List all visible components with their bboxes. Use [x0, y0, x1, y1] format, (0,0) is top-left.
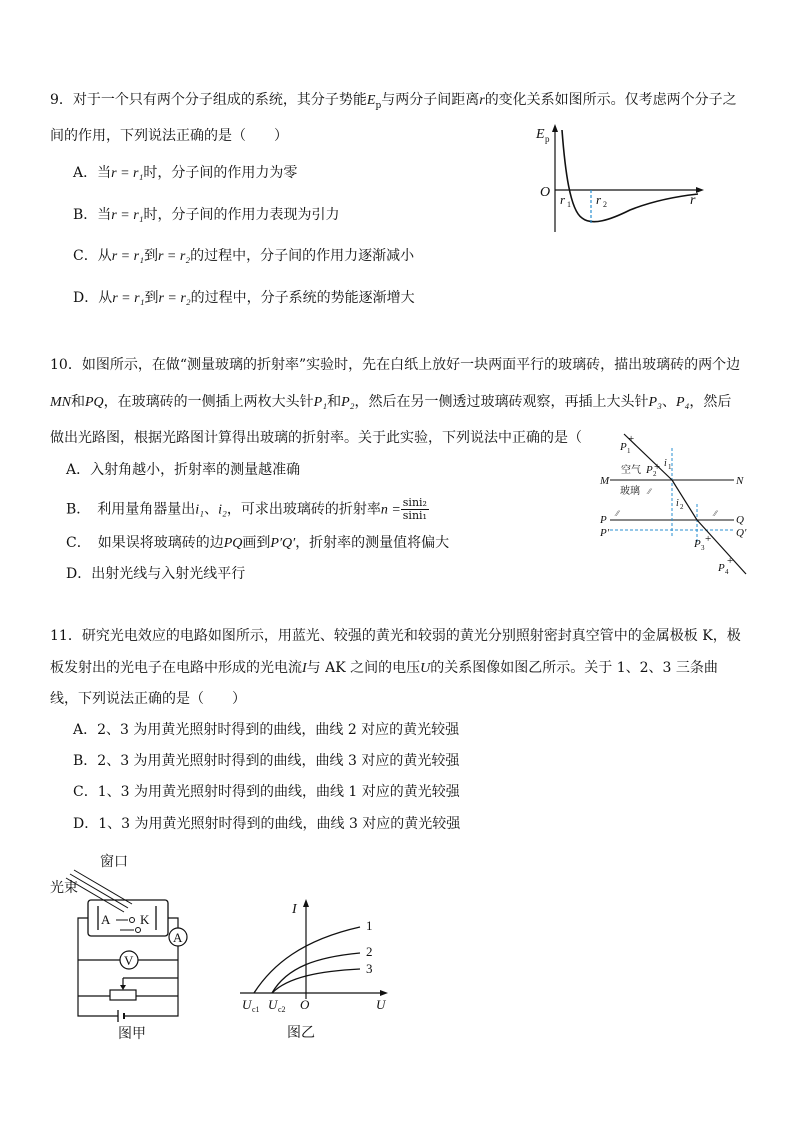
q11-u-symbol: U — [420, 661, 431, 676]
q10-opt-b-sep: 、 — [204, 501, 219, 518]
q9-opt-a-pre: A．当 — [73, 165, 112, 181]
q9-opt-c-cond2: r = r₂ — [157, 249, 191, 264]
q10-stem-line2 — [50, 393, 731, 412]
q11-u-arrow — [380, 990, 388, 996]
q10-fig-p2-sub: 2 — [653, 470, 657, 478]
q9-stem-line2: 间的作用，下列说法正确的是（ ） — [50, 128, 288, 144]
q10-fig-n: N — [736, 475, 744, 487]
q9-opt-d-post: 的过程中，分子系统的势能逐渐增大 — [190, 290, 415, 306]
q11-rheostat — [110, 990, 136, 1000]
q9-fig-r1: r — [560, 192, 566, 207]
q10-stem-line1: 10．如图所示，在做“测量玻璃的折射率”实验时，先在白纸上放好一块两面平行的玻璃砖，描出玻璃砖的两个边 — [50, 357, 741, 373]
q10-fig-p1-sub: 1 — [627, 447, 631, 455]
q10-stem-line3: 做出光路图，根据光路图计算得出玻璃的折射率。关于此实验，下列说法中正确的是（ — [50, 430, 582, 446]
q10-fig-m: M — [600, 475, 610, 487]
q11-fig-b-caption: 图乙 — [287, 1026, 315, 1041]
q10-text-h: ，然后 — [689, 394, 732, 410]
q10-fig-q-prime: Q′ — [736, 527, 747, 539]
q11-curve-1 — [254, 927, 360, 993]
q10-fig-glass: 玻璃 — [620, 486, 640, 497]
q11-i-symbol: I — [302, 661, 307, 676]
q10-fig-i1-sub: 1 — [668, 463, 672, 471]
q10-hatch-1: ⁄⁄ — [648, 487, 651, 496]
q9-opt-c-pre: C．从 — [73, 248, 112, 264]
q9-fig-origin: O — [540, 185, 551, 200]
q11-uc1-label: U — [242, 997, 252, 1012]
q11-u-label: U — [376, 997, 386, 1012]
q11-wire-left — [78, 918, 88, 996]
q10-text-f: ，然后在另一侧透过玻璃砖观察，再插上大头针 — [354, 394, 649, 410]
q10-opt-c-pq2: P′Q′ — [270, 536, 296, 551]
q11-curve-3 — [272, 969, 360, 993]
q11-beam-line2 — [74, 870, 132, 904]
q10-opt-c-b: 画到 — [242, 535, 271, 551]
q11-beam-line1 — [70, 874, 128, 908]
q10-frac-num: sini₂ — [402, 496, 427, 509]
q10-text-and1: 和 — [71, 394, 85, 410]
q10-fig-i2-sub: 2 — [680, 503, 684, 511]
q11-stem-line2 — [50, 659, 718, 678]
q10-fig-p: P — [600, 514, 607, 526]
q11-electron1 — [130, 918, 135, 923]
q11-wire-right-top — [168, 918, 178, 928]
q9-opt-a-post: 时，分子间的作用力为零 — [143, 165, 298, 181]
q11-fig-window-label: 窗口 — [100, 855, 128, 870]
q9-text-c: 的变化关系如图所示。仅考虑两个分子之 — [484, 92, 737, 108]
q10-hatch-3: ⁄⁄ — [714, 509, 717, 518]
q10-opt-b-i2: i₂ — [218, 502, 227, 518]
q9-stem-line1 — [50, 91, 737, 115]
q11-circuit-diagram — [40, 848, 200, 1043]
q10-fig-p3-sub: 3 — [701, 544, 705, 552]
q10-text-d: ，在玻璃砖的一侧插上两枚大头针 — [103, 394, 314, 410]
q11-curve1-label: 1 — [366, 918, 373, 933]
q11-text-c: 的关系图像如图乙所示。关于 1、2、3 三条曲 — [430, 660, 718, 676]
q11-option-c: C．1、3 为用黄光照射时得到的曲线，曲线 1 对应的黄光较强 — [73, 784, 460, 800]
q9-opt-c-cond: r = r₁ — [111, 249, 144, 264]
q11-curve2-label: 2 — [366, 944, 373, 959]
q10-fig-p2: P — [646, 464, 653, 476]
q9-text-a: 9．对于一个只有两个分子组成的系统，其分子势能 — [50, 92, 367, 108]
q11-option-a: A．2、3 为用黄光照射时得到的曲线，曲线 2 对应的黄光较强 — [73, 722, 460, 738]
q11-slider-arrow — [120, 985, 126, 990]
q10-pin4-mark: + — [727, 555, 734, 567]
q11-origin-label: O — [300, 997, 310, 1012]
q10-opt-c-pq: PQ — [223, 536, 243, 551]
q9-fig-r2-sub: 2 — [603, 200, 607, 209]
q10-fig-air: 空气 — [621, 465, 641, 476]
q10-text-and2: 和 — [327, 394, 342, 410]
q11-voltmeter-label: V — [124, 953, 134, 968]
q9-r-symbol: r — [479, 93, 485, 108]
q11-i-arrow — [303, 899, 309, 907]
q10-option-d: D．出射光线与入射光线平行 — [66, 566, 246, 582]
q11-fig-a-caption: 图甲 — [118, 1027, 146, 1042]
q11-uc2-sub: c2 — [278, 1005, 286, 1014]
q10-fig-i2: i — [676, 498, 679, 509]
q11-uc1-sub: c1 — [252, 1005, 260, 1014]
q10-fig-p1: P — [620, 441, 627, 453]
q9-y-arrow — [552, 124, 558, 132]
q11-option-d: D．1、3 为用黄光照射时得到的曲线，曲线 3 对应的黄光较强 — [73, 816, 461, 832]
q10-pin3-mark: + — [705, 533, 712, 545]
q9-fig-r2: r — [596, 192, 602, 207]
q9-opt-d-pre: D．从 — [73, 290, 113, 306]
q10-opt-c-a: C． 如果误将玻璃砖的边 — [66, 535, 224, 551]
q10-option-a: A．入射角越小，折射率的测量越准确 — [66, 462, 301, 478]
q9-opt-c-mid: 到 — [143, 248, 158, 264]
q11-text-a: 板发射出的光电子在电路中形成的光电流 — [50, 660, 302, 676]
q9-fig-r1-sub: 1 — [567, 200, 571, 209]
q9-opt-a-cond: r = r₁ — [111, 166, 144, 181]
q10-opt-b-n: n = — [380, 502, 401, 518]
q11-fig-cathode-label: K — [140, 912, 150, 927]
q10-frac-den: sini₁ — [402, 509, 427, 522]
q9-opt-c-post: 的过程中，分子间的作用力逐渐减小 — [190, 248, 415, 264]
q9-fig-ylabel-sub: p — [545, 134, 550, 144]
q9-ep-sub: p — [375, 100, 382, 111]
q11-fig-anode-label: A — [101, 912, 111, 927]
q10-pq: PQ — [85, 395, 104, 410]
q10-fig-p-prime: P′ — [600, 527, 610, 539]
q10-p4: P₄ — [675, 395, 690, 410]
q10-pin2-mark: + — [654, 461, 661, 473]
q11-ammeter-label: A — [173, 930, 183, 945]
q10-refraction-diagram — [596, 426, 756, 582]
q9-option-a — [73, 164, 297, 183]
q10-hatch-2: ⁄⁄ — [616, 509, 619, 518]
q10-text-sep: 、 — [661, 394, 676, 410]
q10-opt-b-i1: i₁ — [195, 502, 205, 518]
q10-pin1-mark: + — [628, 433, 635, 445]
q10-option-b — [66, 497, 429, 522]
q11-option-b: B．2、3 为用黄光照射时得到的曲线，曲线 3 对应的黄光较强 — [73, 753, 460, 769]
q9-fig-xlabel: r — [690, 193, 696, 208]
q11-stem-line1: 11．研究光电效应的电路如图所示，用蓝光、较强的黄光和较弱的黄光分别照射密封真空管中的金属极板 K，极 — [50, 628, 741, 644]
q9-x-arrow — [696, 187, 704, 193]
q10-p3: P₃ — [648, 395, 662, 410]
q9-opt-d-mid: 到 — [144, 290, 159, 306]
q9-opt-b-cond: r = r₁ — [111, 208, 144, 223]
q9-opt-d-cond2: r = r₂ — [158, 291, 191, 306]
q9-ep-curve — [562, 130, 698, 222]
q11-electron2 — [136, 928, 141, 933]
q10-fig-q: Q — [736, 514, 744, 526]
q11-stem-line3: 线，下列说法正确的是（ ） — [50, 691, 246, 707]
q9-option-d — [73, 289, 415, 308]
q11-fig-i-label: I — [292, 902, 297, 917]
q10-opt-b-b: ，可求出玻璃砖的折射率 — [226, 501, 381, 518]
q9-option-c — [73, 247, 414, 266]
q11-curve3-label: 3 — [366, 961, 373, 976]
q9-opt-b-pre: B．当 — [73, 207, 112, 223]
q9-opt-b-post: 时，分子间的作用力表现为引力 — [143, 207, 340, 223]
q11-iu-graph — [232, 895, 402, 1043]
q9-ep-symbol: E — [366, 93, 376, 108]
q11-text-b: 与 AK 之间的电压 — [306, 660, 421, 676]
q9-opt-d-cond: r = r₁ — [112, 291, 145, 306]
q11-wire-battery-right — [124, 996, 178, 1016]
q9-option-b — [73, 206, 340, 225]
q10-option-c — [66, 534, 449, 553]
q10-p2: P₂ — [341, 395, 355, 410]
q10-opt-b-a: B． 利用量角器量出 — [66, 501, 196, 518]
q10-fig-p4: P — [718, 562, 725, 574]
q10-opt-b-fraction — [401, 497, 429, 522]
q10-p1: P₁ — [313, 395, 328, 410]
q10-opt-c-c: ，折射率的测量值将偏大 — [295, 535, 450, 551]
q9-potential-energy-graph — [530, 120, 710, 240]
q9-fig-ylabel: E — [536, 127, 545, 142]
q10-mn: MN — [50, 395, 71, 410]
q11-fig-beam-label: 光束 — [50, 881, 78, 896]
q10-fig-p4-sub: 4 — [725, 568, 729, 576]
q11-wire-battery-left — [78, 996, 118, 1016]
q10-fig-i1: i — [664, 458, 667, 469]
q11-uc2-label: U — [268, 997, 278, 1012]
q9-text-b: 与两分子间距离 — [381, 92, 480, 108]
q10-fig-p3: P — [694, 538, 701, 550]
